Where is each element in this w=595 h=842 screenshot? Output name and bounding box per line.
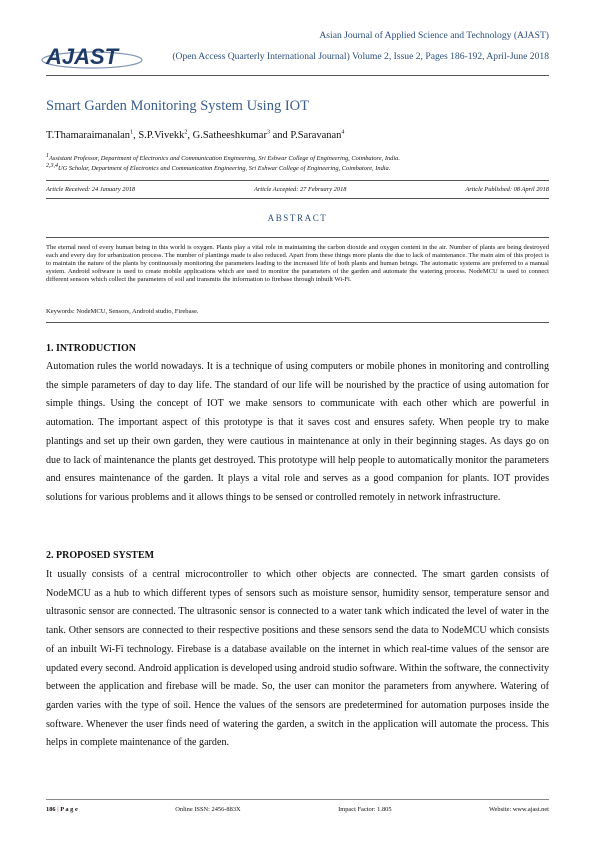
- abstract-bottom-rule: [46, 322, 549, 323]
- author-mark: 3: [266, 129, 270, 136]
- logo-text: AJAST: [46, 44, 119, 69]
- author-name: S.P.Vivekk: [138, 130, 185, 141]
- date-accepted: Article Accepted: 27 February 2018: [253, 186, 347, 193]
- abstract-heading: ABSTRACT: [267, 213, 328, 223]
- header-rule: [46, 75, 549, 76]
- affiliation: [46, 162, 391, 172]
- date-received: Article Received: 24 January 2018: [46, 186, 136, 193]
- author-mark: 1: [130, 129, 134, 136]
- author-mark: 2: [184, 129, 188, 136]
- author-separator: ,: [187, 130, 193, 141]
- affiliation: [46, 152, 400, 162]
- author-name: T.Thamaraimanalan: [46, 130, 131, 141]
- section-heading: 1. INTRODUCTION: [46, 343, 137, 354]
- journal-title: Asian Journal of Applied Science and Technology (AJAST): [319, 30, 549, 41]
- section-text: It usually consists of a central microcontroller to which other objects are connected. The smart garden consists of NodeMCU as a hub to which different types of sensors such as moisture sensor, humidity sensor, temperature sensor and ultrasonic sensor are connected. The ultrasonic sensor is connected to a water tank which indicated the level of water in the tank. Other sensors are connected to their respective positions and these sensors send the data to NodeMCU which consists of an inbuilt Wi-Fi technology. Firebase is a database available on the internet in which real-time values of the sensor are updated every second. Android application is developed using android studio software. Within the software, the connectivity between the application and firebase will be made. So, the user can monitor the parameters from anywhere. Watering of garden varies with the type of soil. Hence the values of the sensors are predetermined for automation purposes inside the software. Whenever the user finds need of watering the garden, a switch in the application will automate the process. This helps in complete maintenance of the garden.: [46, 569, 549, 749]
- keywords: Keywords: NodeMCU, Sensors, Android studio, Firebase.: [46, 308, 199, 315]
- online-issn: Online ISSN: 2456-883X: [175, 806, 241, 813]
- author-mark: 4: [341, 129, 345, 136]
- journal-subtitle: (Open Access Quarterly International Journal) Volume 2, Issue 2, Pages 186-192, April-June 2018: [172, 51, 549, 62]
- affiliation-text: Assistant Professor, Department of Electronics and Communication Engineering, Sri Eshwar College of Engineering, Coimbatore, India.: [49, 155, 400, 162]
- page-label: P a g e: [60, 806, 78, 813]
- date-published: Article Published: 08 April 2018: [465, 186, 549, 193]
- website: Website: www.ajast.net: [489, 806, 549, 813]
- footer-rule: [46, 799, 549, 800]
- section-heading: 2. PROPOSED SYSTEM: [46, 550, 155, 561]
- abstract-text: The eternal need of every human being in this world is oxygen. Plants play a vital role in maintaining the carbon dioxide and oxygen content in the air. Number of plants are being destroyed each and every day for urbanization process. The number of plantings made is also reduced. Apart from these things more plants die due to lack of maintenance. The main aim of this project is to maintain the nature of the plants by continuously monitoring the parameters leading to the increased life of both plants and human beings. The automatic systems are preferred to a manual system. Android software is used to create mobile applications which are used to monitor the parameters of the garden and automate the watering process. NodeMCU is used to connect different sensors which collect the parameters of soil and transmits the information to firebase through inbuilt Wi-Fi.: [46, 244, 549, 283]
- author-name: P.Saravanan: [290, 130, 342, 141]
- affiliation-mark: 2,3,4: [46, 162, 58, 169]
- page-number: 186 | P a g e: [46, 806, 78, 813]
- section-text: Automation rules the world nowadays. It is a technique of using computers or mobile phones in monitoring and controlling the simple parameters of day to day life. The standard of our life will be nourished by the practice of using automation for simple things. Using the concept of IOT we make sensors to communicate with each other which are powerful in automation. The important aspect of this prototype is that it saves cost and ensures safety. When people try to make plantings and set up their own garden, they were cautious in maintenance at only in their beginning stages. As days go on due to lack of maintenance the plants get destroyed. This prototype will help people to automatically monitor the parameters and ensures maintenance of the garden. It plays a vital role and serves as a good companion for plants. IOT provides solutions for various problems and it allows things to be sensed or controlled remotely in network infrastructure.: [46, 361, 549, 503]
- author-separator: ,: [133, 130, 139, 141]
- affiliation-rule: [46, 180, 549, 181]
- ajast-logo: [40, 38, 148, 74]
- author-separator: and: [269, 130, 291, 141]
- affiliation-mark: 1: [46, 152, 49, 159]
- affiliation-text: UG Scholar, Department of Electronics and Communication Engineering, Sri Eshwar College of Engineering, Coimbatore, India.: [58, 165, 391, 172]
- author-name: G.Satheeshkumar: [192, 130, 267, 141]
- paper-title: Smart Garden Monitoring System Using IOT: [46, 98, 309, 114]
- impact-factor: Impact Factor: 1.805: [338, 806, 392, 813]
- article-dates: [46, 186, 549, 193]
- page-footer: [46, 806, 549, 813]
- author-list: [46, 130, 344, 141]
- dates-rule: [46, 198, 549, 199]
- abstract-top-rule: [46, 237, 549, 238]
